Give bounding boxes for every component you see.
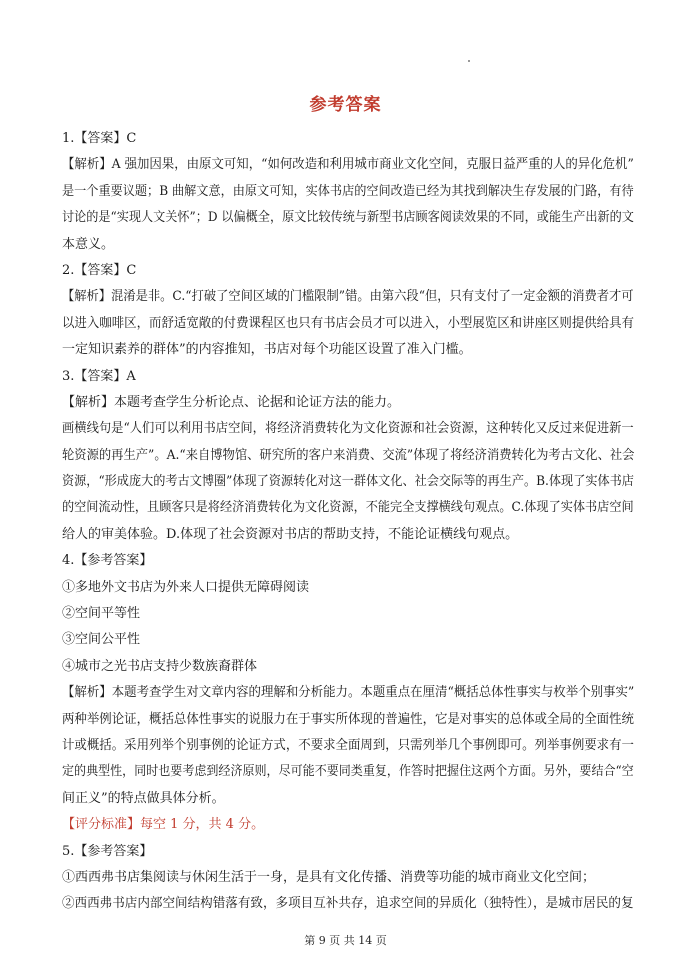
answer-3-analysis: 【解析】本题考查学生分析论点、论据和论证方法的能力。 [62, 394, 401, 410]
text-line: 的空间流动性，且顾客只是将经济消费转化为文化资源，不能完全支撑横线句观点。C.体现了实体书店空间 [62, 500, 634, 516]
text-line: 间正义”的特点做具体分析。 [62, 790, 225, 806]
text-line: 讨论的是“实现人文关怀”；D 以偏概全，原文比较传统与新型书店顾客阅读效果的不同，或能生产出新的文 [62, 210, 634, 226]
text-line: 两种举例论证，概括总体性事实的说服力在于事实所体现的普遍性，它是对事实的总体或全局的全面性统 [62, 711, 635, 727]
answer-5-label: 5.【参考答案】 [62, 843, 153, 859]
answer-4-label: 4.【参考答案】 [62, 553, 153, 569]
text-line: 计或概括。采用列举个别事例的论证方式，不要求全面周到，只需列举几个事例即可。列举事例要求有一 [62, 737, 635, 753]
answer-4-point-3: ③空间公平性 [62, 632, 141, 648]
answer-4-point-4: ④城市之光书店支持少数族裔群体 [62, 658, 258, 674]
answer-5-point-2: ②西西弗书店内部空间结构错落有致，多项目互补共存，追求空间的异质化（独特性），是城市居民的复 [62, 896, 634, 912]
text-line: 定的典型性，同时也要考虑到经济原则，尽可能不要同类重复，作答时把握住这两个方面。另外，要结合“空 [62, 764, 634, 780]
answer-4-analysis: 【解析】本题考查学生对文章内容的理解和分析能力。本题重点在厘清“概括总体性事实与枚举个别事实” [62, 685, 635, 701]
scoring-criteria: 【评分标准】每空 1 分，共 4 分。 [62, 817, 265, 833]
text-line: 资源，“形成庞大的考古文博圈”体现了资源转化对这一群体文化、社会交际等的再生产。B.体现了实体书店 [62, 474, 634, 490]
answer-2-analysis: 【解析】混淆是非。C.“打破了空间区域的门槛限制”错。由第六段“但，只有支付了一定金额的消费者才可 [62, 289, 634, 305]
answer-5-point-1: ①西西弗书店集阅读与休闲生活于一身，是具有文化传播、消费等功能的城市商业文化空间； [62, 869, 596, 885]
answer-1-analysis: 【解析】A 强加因果，由原文可知，“如何改造和利用城市商业文化空间，克服日益严重的人的异化危机” [62, 157, 634, 173]
scan-speck [468, 60, 470, 62]
page-number-footer: 第 9 页 共 14 页 [304, 934, 387, 947]
text-line: 以进入咖啡区，而舒适宽敞的付费课程区也只有书店会员才可以进入，小型展览区和讲座区则提供给具有 [62, 315, 635, 331]
answer-4-point-1: ①多地外文书店为外来人口提供无障碍阅读 [62, 579, 310, 595]
text-line: 是一个重要议题；B 曲解文意，由原文可知，实体书店的空间改造已经为其找到解决生存发展的门路，有待 [62, 183, 634, 199]
text-line: 画横线句是“人们可以利用书店空间，将经济消费转化为文化资源和社会资源，这种转化又反过来促进新一 [62, 421, 634, 437]
answer-content [62, 126, 634, 918]
answer-4-point-2: ②空间平等性 [62, 606, 141, 622]
page-title: 参考答案 [309, 95, 382, 115]
text-line: 本意义。 [62, 236, 115, 252]
text-line: 一定知识素养的群体”的内容推知，书店对每个功能区设置了准入门槛。 [62, 342, 472, 358]
answer-1-label: 1.【答案】C [62, 131, 137, 146]
text-line: 给人的审美体验。D.体现了社会资源对书店的帮助支持，不能论证横线句观点。 [62, 526, 519, 542]
text-line: 轮资源的再生产”。A.“来自博物馆、研究所的客户来消费、交流”体现了将经济消费转化为考古文化、社会 [62, 447, 635, 463]
answer-2-label: 2.【答案】C [62, 262, 137, 278]
answer-3-label: 3.【答案】A [62, 368, 136, 384]
